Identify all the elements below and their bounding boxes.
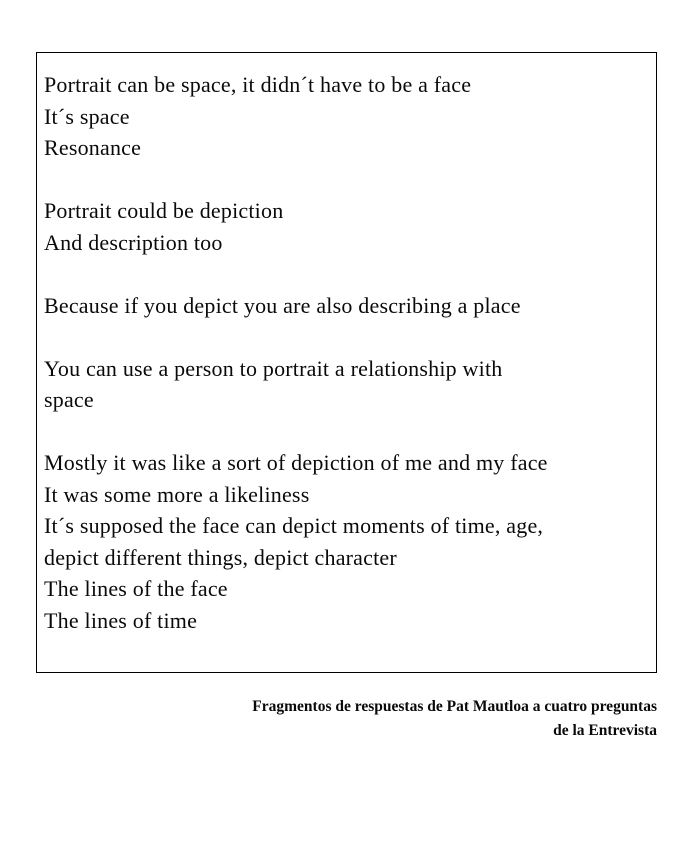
caption-line: de la Entrevista	[553, 721, 657, 739]
poem-line: space	[44, 387, 94, 412]
poem-line: You can use a person to portrait a relationship with	[44, 355, 503, 381]
poem-line: It´s space	[44, 103, 130, 129]
poem-stanza	[44, 290, 652, 322]
poem-stanza	[44, 195, 652, 258]
poem-line: Portrait could be depiction	[44, 198, 284, 223]
poem-line: Portrait can be space, it didn´t have to be a face	[44, 72, 472, 97]
poem-line: Because if you depict you are also describing a place	[44, 292, 521, 318]
caption-line: Fragmentos de respuestas de Pat Mautloa a cuatro preguntas	[252, 698, 657, 715]
poem-stanza	[44, 353, 652, 416]
poem-stanza	[44, 447, 652, 636]
poem-line: Resonance	[44, 135, 142, 160]
poem-stanza	[44, 69, 652, 164]
poem-line: depict different things, depict character	[44, 544, 397, 570]
poem-text-frame	[36, 52, 657, 673]
poem-line: And description too	[44, 229, 223, 255]
poem-line: The lines of time	[44, 607, 198, 633]
poem-line: It´s supposed the face can depict moments of time, age,	[44, 513, 544, 538]
caption	[177, 695, 657, 742]
poem-line: Mostly it was like a sort of depiction of me and my face	[44, 450, 548, 475]
poem-line: The lines of the face	[44, 576, 228, 601]
poem-line: It was some more a likeliness	[44, 481, 310, 507]
